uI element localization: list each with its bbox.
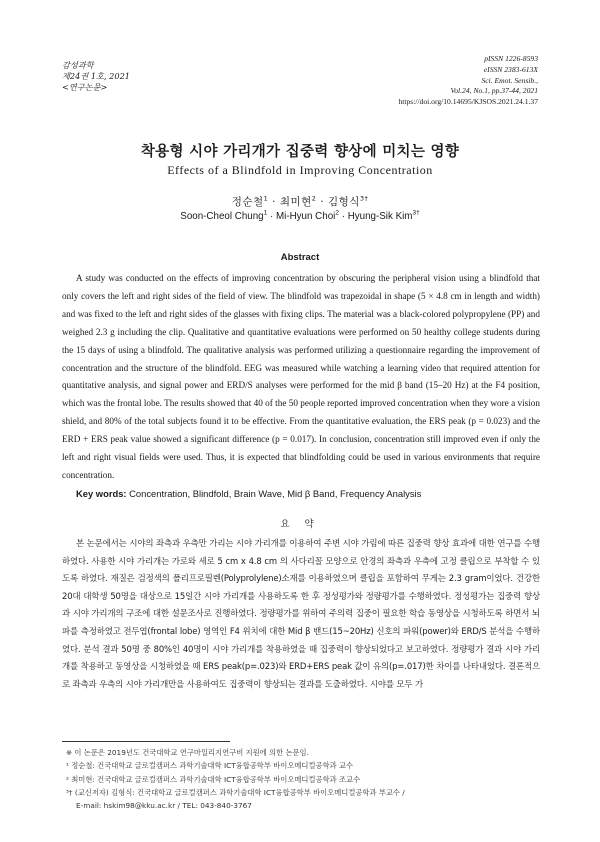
journal-volume: 제24권 1호, 2021 <box>62 71 130 81</box>
article-type: <연구논문> <box>62 82 108 92</box>
author-separator: · <box>320 196 325 208</box>
issn-header <box>398 54 538 108</box>
author-mark: 3† <box>359 194 369 203</box>
author-separator: · <box>272 196 276 208</box>
keywords-text: Concentration, Blindfold, Brain Wave, Mid β Band, Frequency Analysis <box>129 488 422 499</box>
abstract-text: A study was conducted on the effects of improving concentration by obscuring the peripheral vision using a blindfold that only covers the left and right sides of the field of view. The blindfold was trapezoidal in shape (5 × 4.8 cm in length and width) and was fixed to the left and right sides of the glasses with fixing clips. The material was a black-colored polypropylene (PP) and weighed 2.3 g including the clip. Qualitative and quantitative evaluations were performed on 50 healthy college students during the 15 days of using a blindfold. The qualitative analysis was performed utilizing a questionnaire regarding the improvement of concentration and the structure of the blindfold. EEG was measured while watching a learning video that required attention for quantitative analysis, and signal power and ERD/S analyses were performed for the mid β band (15–20 Hz) at the F4 position, which was the frontal lobe. The results showed that 40 of the 50 people reported improved concentration when they wore a vision shield, and 80% of the total subjects found it to be effective. From the quantitative evaluation, the ERS peak (p = 0.023) and the ERD + ERS peak value showed a significant difference (p = 0.017). In conclusion, concentration still improved even if only the left and right visual fields were used. Thus, it is expected that blindfolding could be used in various environments that require concentration. <box>62 273 540 480</box>
authors-english <box>0 211 600 222</box>
author-separator: · <box>341 211 345 222</box>
eissn: eISSN 2383-613X <box>483 64 538 74</box>
author-mark: 2 <box>335 209 339 217</box>
author-name: 김형식 <box>327 196 360 208</box>
keywords-label: Key words: <box>76 488 127 499</box>
journal-header <box>62 60 130 93</box>
author-name: Hyung-Sik Kim <box>347 211 413 222</box>
author-separator: · <box>269 211 274 222</box>
title-korean: 착용형 시야 가리개가 집중력 향상에 미치는 영향 <box>140 144 460 160</box>
author-mark: 3† <box>412 209 420 217</box>
journal-abbrev: Sci. Emot. Sensib., <box>481 75 538 85</box>
affiliation-note: ¹ 정순철: 건국대학교 글로컬캠퍼스 과학기술대학 ICT융합공학부 바이오메디컬공학과 교수 <box>66 761 354 771</box>
author-mark: 2 <box>311 194 317 203</box>
korean-summary-text: 본 논문에서는 시야의 좌측과 우측만 가리는 시야 가리개를 이용하여 주변 시야 가림에 따른 집중력 향상 효과에 대한 연구를 수행하였다. 사용한 시야 가리개는 가로와 세로 5 cm x 4.8 cm 의 사다리꼴 모양으로 안경의 좌측과 우측에 고정 클립으로 부착할 수 있도록 하였다. 재질은 검정색의 폴리프로필렌(Polyprolylene)소재를 이용하였으며 클립을 포함하여 무게는 2.3 gram이었다. 건강한 20대 대학생 50명을 대상으로 15일간 시야 가리개를 사용하도록 한 후 정성평가와 정량평가를 수행하였다. 정성평가는 집중력 향상과 시야 가리개의 구조에 대한 설문조사로 진행하였다. 정량평가를 위하여 주의력 집중이 필요한 학습 동영상을 시청하도록 하면서 뇌파를 측정하였고 전두엽(frontal lobe) 영역인 F4 위치에 대한 Mid β 밴드(15~20Hz) 신호의 파워(power)와 ERD/S 분석을 수행하였다. 분석 결과 50명 중 80%인 40명이 시야 가리개를 착용하였을 때 집중력이 향상되었다고 보고하였다. 정량평가 결과 시야 가리개를 착용하고 동영상을 시청하였을 때 ERS peak(p=.023)와 ERD+ERS peak 값이 유의(p=.017)한 차이를 나타내었다. 결론적으로 좌측과 우측의 시야 가리개만을 사용하여도 집중력이 향상되는 결과를 도출하였다. 시야를 모두 가 <box>62 538 540 689</box>
footnotes <box>66 746 536 812</box>
pissn: pISSN 1226-8593 <box>484 54 538 63</box>
korean-summary-heading: 요 약 <box>280 519 320 530</box>
author-name: Soon-Cheol Chung <box>180 211 264 222</box>
volume-pages: Vol.24, No.1, pp.37-44, 2021 <box>450 86 538 96</box>
corresponding-author-note: ³† (교신저자) 김형식: 건국대학교 글로컬캠퍼스 과학기술대학 ICT융합공학부 바이오메디컬공학과 부교수 / <box>66 787 405 797</box>
author-name: 정순철 <box>231 196 264 208</box>
keywords <box>62 488 540 499</box>
doi-link[interactable]: https://doi.org/10.14695/KJSOS.2021.24.1.37 <box>398 97 538 107</box>
abstract-heading: Abstract <box>280 252 320 263</box>
title-english: Effects of a Blindfold in Improving Concentration <box>167 163 433 177</box>
author-name: Mi-Hyun Choi <box>275 211 336 222</box>
affiliation-note: ² 최미현: 건국대학교 글로컬캠퍼스 과학기술대학 ICT융합공학부 바이오메디컬공학과 조교수 <box>66 774 361 784</box>
author-mark: 1 <box>263 209 268 217</box>
author-mark: 1 <box>263 194 269 203</box>
footnote-divider <box>62 741 230 742</box>
contact-note: E-mail: hskim98@kku.ac.kr / TEL: 043-840-3767 <box>76 801 252 811</box>
author-name: 최미현 <box>279 196 312 208</box>
funding-note: ※ 이 논문은 2019년도 건국대학교 연구마일리지연구비 지원에 의한 논문임. <box>66 748 309 757</box>
authors-korean <box>0 194 600 209</box>
journal-name: 감성과학 <box>62 60 94 70</box>
